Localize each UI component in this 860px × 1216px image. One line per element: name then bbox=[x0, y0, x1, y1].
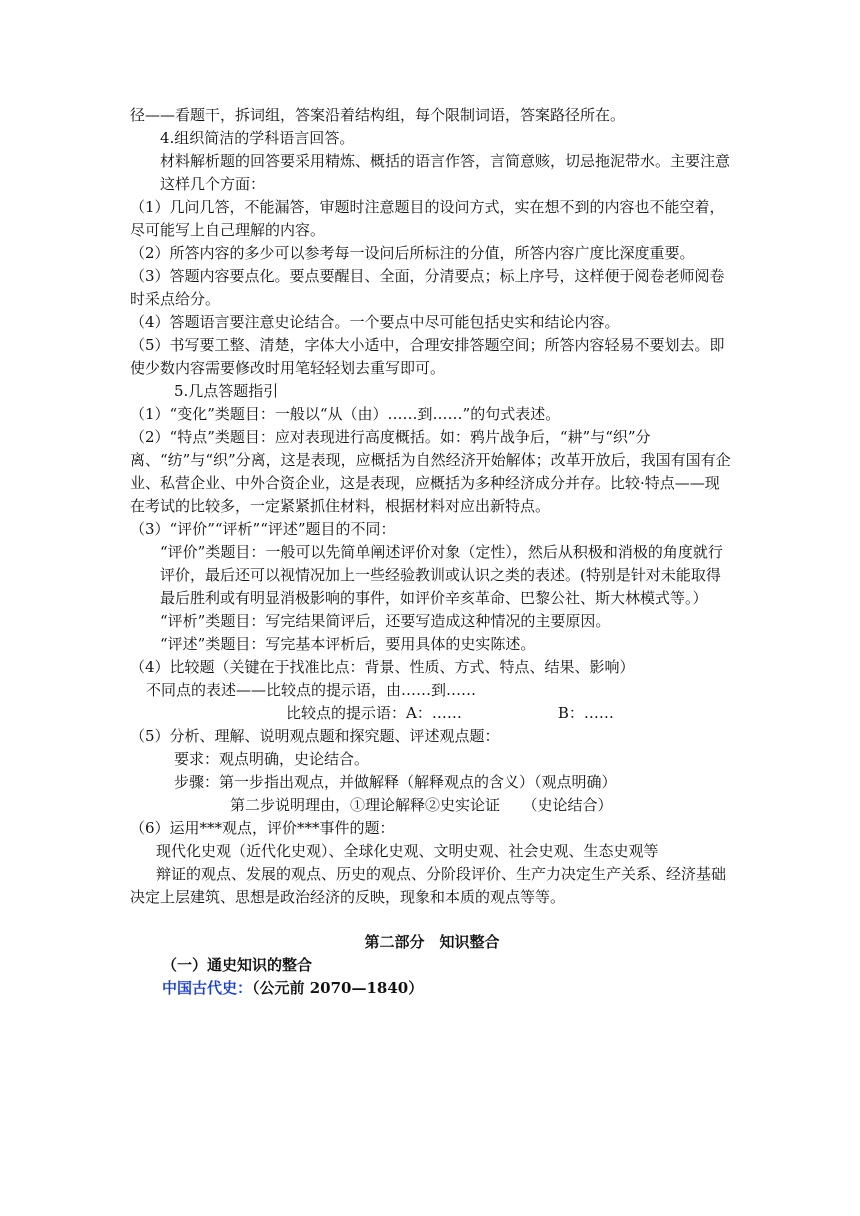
guide-6-apply-view: （6）运用***观点，评价***事件的题： bbox=[130, 819, 395, 837]
compare-difference: 不同点的表述——比较点的提示语，由……到…… bbox=[146, 681, 477, 699]
point-4-heading: 4.组织简洁的学科语言回答。 bbox=[160, 129, 355, 147]
review-description: “评述”类题目：写完基本评析后，要用具体的史实陈述。 bbox=[160, 635, 536, 653]
era-range: （公元前 2070—1840） bbox=[252, 979, 424, 997]
document-body bbox=[130, 104, 734, 1000]
point-5-heading: 5.几点答题指引 bbox=[174, 382, 279, 400]
item-3-key-points: （3）答题内容要点化。要点要醒目、全面，分清要点；标上序号，这样便于阅卷老师阅卷时采点给分。 bbox=[130, 267, 725, 308]
guide-3-evaluate: （3）“评价”“评析”“评述”题目的不同： bbox=[130, 520, 396, 538]
guide-1-change: （1）“变化”类题目：一般以“从（由）……到……”的句式表述。 bbox=[130, 405, 561, 423]
paragraph-answer-path: 径——看题干，拆词组，答案沿着结构组，每个限制词语，答案路径所在。 bbox=[130, 106, 626, 124]
dialectic-views-list: 辩证的观点、发展的观点、历史的观点、分阶段评价、生产力决定生产关系、经济基础决定上层建筑、思想是政治经济的反映，现象和本质的观点等等。 bbox=[130, 865, 727, 906]
item-4-history-theory: （4）答题语言要注意史论结合。一个要点中尽可能包括史实和结论内容。 bbox=[130, 313, 620, 331]
compare-prompt-row bbox=[130, 702, 734, 725]
section-title: 第二部分 知识整合 bbox=[364, 933, 500, 951]
compare-prompt-a: 比较点的提示语：A：…… bbox=[286, 704, 462, 722]
section-subtitle: （一）通史知识的整合 bbox=[162, 956, 313, 974]
item-1-answer-all: （1）几问几答，不能漏答，审题时注意题目的设问方式，实在想不到的内容也不能空着，尽可能写上自己理解的内容。 bbox=[130, 198, 725, 239]
paragraph-material-answer bbox=[130, 150, 734, 196]
evaluate-description: “评价”类题目：一般可以先简单阐述评价对象（定性），然后从积极和消极的角度就行评价，最后还可以视情况加上一些经验教训或认识之类的表述。(特别是针对未能取得最后胜利或有明显消极影响的事件，如评价辛亥革命、巴黎公社、斯大林模式等。） bbox=[160, 543, 723, 607]
guide-5-viewpoint: （5）分析、理解、说明观点题和探究题、评述观点题： bbox=[130, 727, 500, 745]
viewpoint-step-1: 步骤：第一步指出观点，并做解释（解释观点的含义）（观点明确） bbox=[174, 773, 617, 791]
paragraph-material-answer-text: 材料解析题的回答要采用精炼、概括的语言作答，言简意赅，切忌拖泥带水。主要注意这样几个方面： bbox=[160, 152, 731, 193]
historical-views-list: 现代化史观（近代化史观）、全球化史观、文明史观、社会史观、生态史观等 bbox=[156, 842, 659, 860]
item-5-neat-writing: （5）书写要工整、清楚，字体大小适中，合理安排答题空间；所答内容轻易不要划去。即使少数内容需要修改时用笔轻轻划去重写即可。 bbox=[130, 336, 725, 377]
analyze-description: “评析”类题目：写完结果简评后，还要写造成这种情况的主要原因。 bbox=[160, 612, 611, 630]
compare-prompt-b: B：…… bbox=[557, 704, 614, 722]
era-label: 中国古代史： bbox=[162, 979, 253, 997]
guide-2-features: （2）“特点”类题目：应对表现进行高度概括。如：鸦片战争后，“耕”与“织”分离、“纺”与“织”分离，这是表现，应概括为自然经济开始解体；改革开放后，我国有国有企业、私营企业、中外合资企业，这是表现，应概括为多种经济成分并存。比较·特点——现在考试的比较多，一定紧紧抓住材料，根据材料对应出新特点。 bbox=[130, 428, 731, 515]
viewpoint-step-2: 第二步说明理由，①理论解释②史实论证 （史论结合） bbox=[230, 796, 613, 814]
item-2-score-reference: （2）所答内容的多少可以参考每一设问后所标注的分值，所答内容广度比深度重要。 bbox=[130, 244, 695, 262]
viewpoint-requirement: 要求：观点明确，史论结合。 bbox=[174, 750, 370, 768]
era-heading bbox=[130, 977, 734, 1000]
guide-4-compare: （4）比较题（关键在于找准比点：背景、性质、方式、特点、结果、影响） bbox=[130, 658, 635, 676]
